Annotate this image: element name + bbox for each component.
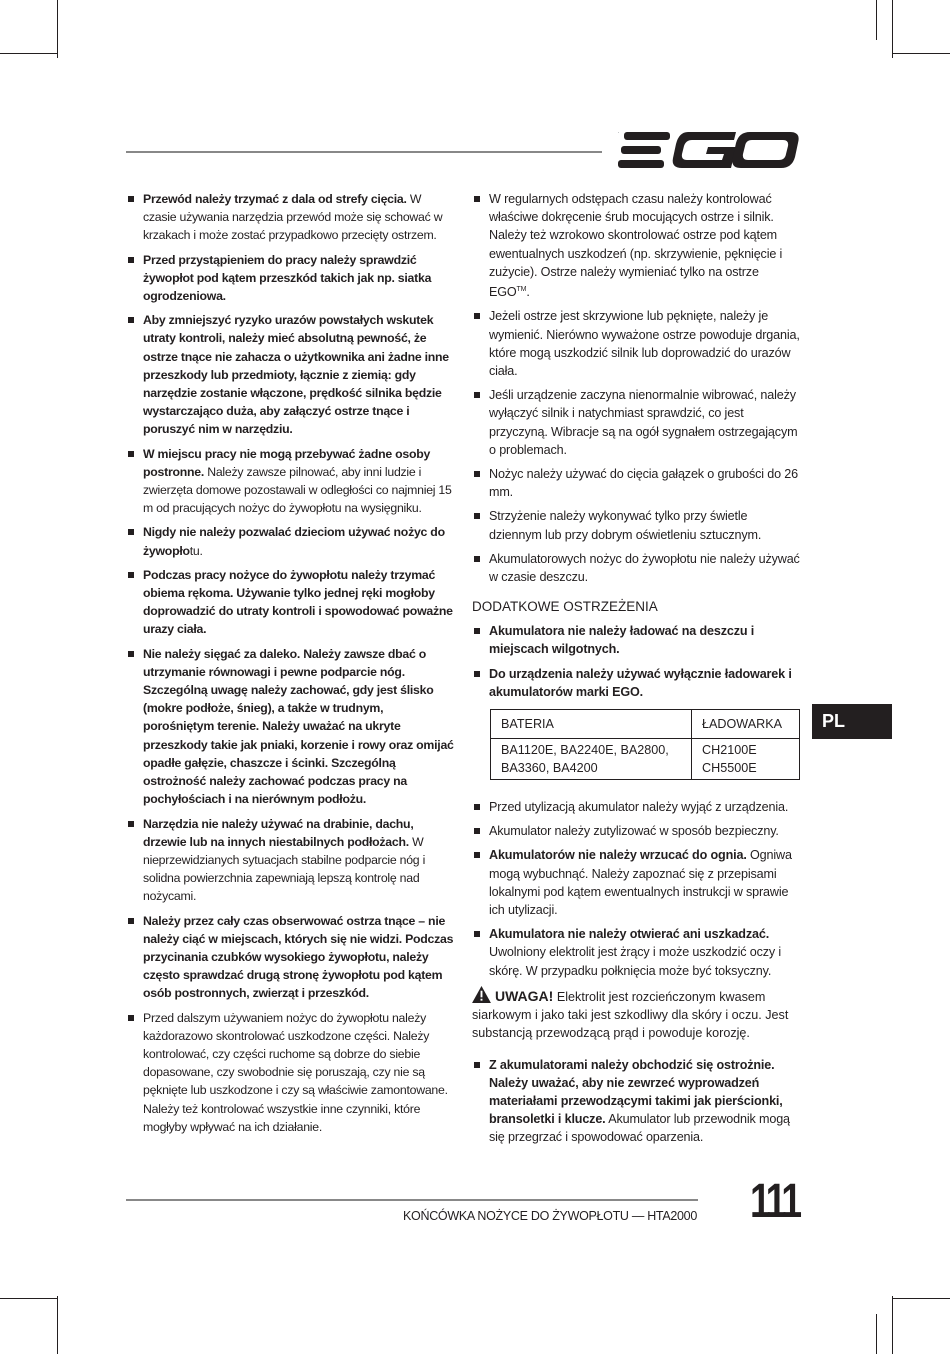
list-item: Nożyc należy używać do cięcia gałązek o grubości do 26 mm. [472,465,802,501]
crop-mark [892,0,893,58]
list-item: Aby zmniejszyć ryzyko urazów powstałych wskutek utraty kontroli, należy mieć absolutną pewność, że ostrze tnące nie zahacza o użytkownika ani żadne inne przeszkody lub przedmioty, łącznie z ziemią: gdy narzędzie zostanie włączone, prędkość silnika będzie wystarczająco duża, aby załączyć ostrze tnące i poruszyć nim w narzędziu. [126,311,456,438]
crop-mark [57,0,58,58]
list-item: Akumulatora nie należy otwierać ani uszkadzać. Uwolniony elektrolit jest żrący i może uszkodzić oczy i skórę. W przypadku połknięcia może być toksyczny. [472,925,802,980]
table-header: BATERIA [491,710,692,739]
left-column [126,190,456,1142]
list-item: W regularnych odstępach czasu należy kontrolować właściwe dokręcenie śrub mocujących ostrze i silnik. Należy też wzrokowo skontrolować ostrze pod kątem ewentualnych uszkodzeń (np. skrzywienie, pęknięcie i zużycie). Ostrze należy wymieniać tylko na ostrze EGO™. [472,190,802,301]
list-item: Do urządzenia należy używać wyłącznie ładowarek i akumulatorów marki EGO. [472,665,802,701]
list-item: Nigdy nie należy pozwalać dzieciom używać nożyc do żywopłotu. [126,523,456,559]
list-item: Należy przez cały czas obserwować ostrza tnące – nie należy ciąć w miejscach, których się nie widzi. Podczas przycinania czubków wysokiego żywopłotu, należy często sprawdzać drugą stronę żywopłotu pod kątem osób postronnych, zwierząt i przeszkód. [126,912,456,1003]
table-header: ŁADOWARKA [692,710,800,739]
crop-mark [892,1296,893,1354]
list-item: Akumulatorowych nożyc do żywopłotu nie należy używać w czasie deszczu. [472,550,802,586]
crop-mark [892,53,950,54]
list-item: Jeśli urządzenie zaczyna nienormalnie wibrować, należy wyłączyć silnik i natychmiast sprawdzić, co jest przyczyną. Wibracje są na ogół sygnałem ostrzegającym o problemach. [472,386,802,459]
list-item: Jeżeli ostrze jest skrzywione lub pęknięte, należy je wymienić. Nierówno wyważone ostrze powoduje drgania, które mogą uszkodzić silnik lub doprowadzić do urazów ciała. [472,307,802,380]
crop-mark [0,1298,57,1299]
list-item: Akumulatorów nie należy wrzucać do ognia. Ogniwa mogą wybuchnąć. Należy zapoznać się z przepisami lokalnymi pod kątem ewentualnych instrukcji w sprawie ich utylizacji. [472,846,802,919]
table-cell: BA1120E, BA2240E, BA2800, BA3360, BA4200 [491,739,692,780]
footer-title: KOŃCÓWKA NOŻYCE DO ŻYWOPŁOTU — HTA2000 [403,1209,697,1223]
list-item: Przed przystąpieniem do pracy należy sprawdzić żywopłot pod kątem przeszkód takich jak np. siatka ogrodzeniowa. [126,251,456,306]
warning-block [472,986,802,1043]
crop-mark [0,53,57,54]
crop-mark [892,1298,950,1299]
section-heading: DODATKOWE OSTRZEŻENIA [472,599,658,615]
list-item: Przed dalszym używaniem nożyc do żywopłotu należy każdorazowo skontrolować uszkodzone części. Należy kontrolować, czy części ruchome są dobrze do siebie dopasowane, czy swobodnie się poruszają, czy nie są pęknięte lub uszkodzone i czy są właściwie zamontowane. Należy też kontrolować wszystkie inne czynniki, które mogłyby wpływać na ich działanie. [126,1009,456,1136]
warning-triangle-icon [472,986,491,1003]
list-item: Narzędzia nie należy używać na drabinie, dachu, drzewie lub na innych niestabilnych podłożach. W nieprzewidzianych sytuacjach stabilne podparcie nóg i solidna powierzchnia zapewniają lepszą kontrolę nad nożycami. [126,815,456,906]
right-bullet-list-mid [472,622,802,701]
list-item: Przed utylizacją akumulator należy wyjąć z urządzenia. [472,798,802,816]
list-item: Akumulator należy zutylizować w sposób bezpieczny. [472,822,802,840]
right-bullet-list-last [472,1056,802,1147]
right-column [472,190,802,1153]
right-bullet-list-bottom [472,798,802,980]
list-item: Nie należy sięgać za daleko. Należy zawsze dbać o utrzymanie równowagi i pewne podparcie nóg. Szczególną uwagę należy zachować, gdy jest ślisko (mokre podłoże, śnieg), a także w trudnym, porośniętym terenie. Należy uważać na ukryte przeszkody takie jak pniaki, korzenie i rowy oraz omijać opadłe gałęzie, chaszcze i ścinki. Szczególną ostrożność należy zachować podczas pracy na pochyłościach i na nierównym podłożu. [126,645,456,809]
left-bullet-list [126,190,456,1136]
list-item: W miejscu pracy nie mogą przebywać żadne osoby postronne. Należy zawsze pilnować, aby inni ludzie i zwierzęta domowe pozostawali w odległości co najmniej 15 m od pracujących nożyc do żywopłotu na wysięgniku. [126,445,456,518]
warning-heading: UWAGA! [495,987,554,1004]
table-cell: CH2100E CH5500E [692,739,800,780]
ego-logo [618,130,800,170]
battery-charger-table [490,709,800,780]
footer-rule [126,1199,698,1201]
right-bullet-list-top [472,190,802,586]
list-item: Podczas pracy nożyce do żywopłotu należy trzymać obiema rękoma. Używanie tylko jednej ręki mogłoby doprowadzić do utraty kontroli i spowodować poważne urazy ciała. [126,566,456,639]
crop-mark [57,1296,58,1354]
list-item: Przewód należy trzymać z dala od strefy cięcia. W czasie używania narzędzia przewód może się schować w krzakach i może zostać przypadkowo przecięty ostrzem. [126,190,456,245]
list-item: Akumulatora nie należy ładować na deszczu i miejscach wilgotnych. [472,622,802,658]
list-item: Strzyżenie należy wykonywać tylko przy świetle dziennym lub przy dobrym oświetleniu sztucznym. [472,507,802,543]
list-item: Z akumulatorami należy obchodzić się ostrożnie. Należy uważać, aby nie zewrzeć wyprowadzeń materiałami przewodzącymi takimi jak pierścionki, bransoletki i klucze. Akumulator lub przewodnik mogą się przegrzać i spowodować oparzenia. [472,1056,802,1147]
crop-mark [876,1314,877,1354]
warning-text: Elektrolit jest rozcieńczonym kwasem siarkowym i jako taki jest szkodliwy dla skóry i oczu. Jest substancją przewodzącą prąd i powoduje korozję. [472,989,789,1041]
crop-mark [876,0,877,40]
language-tab: PL [812,704,892,739]
page-number: 111 [750,1175,799,1228]
table-row [491,739,800,780]
header-rule [126,151,602,153]
